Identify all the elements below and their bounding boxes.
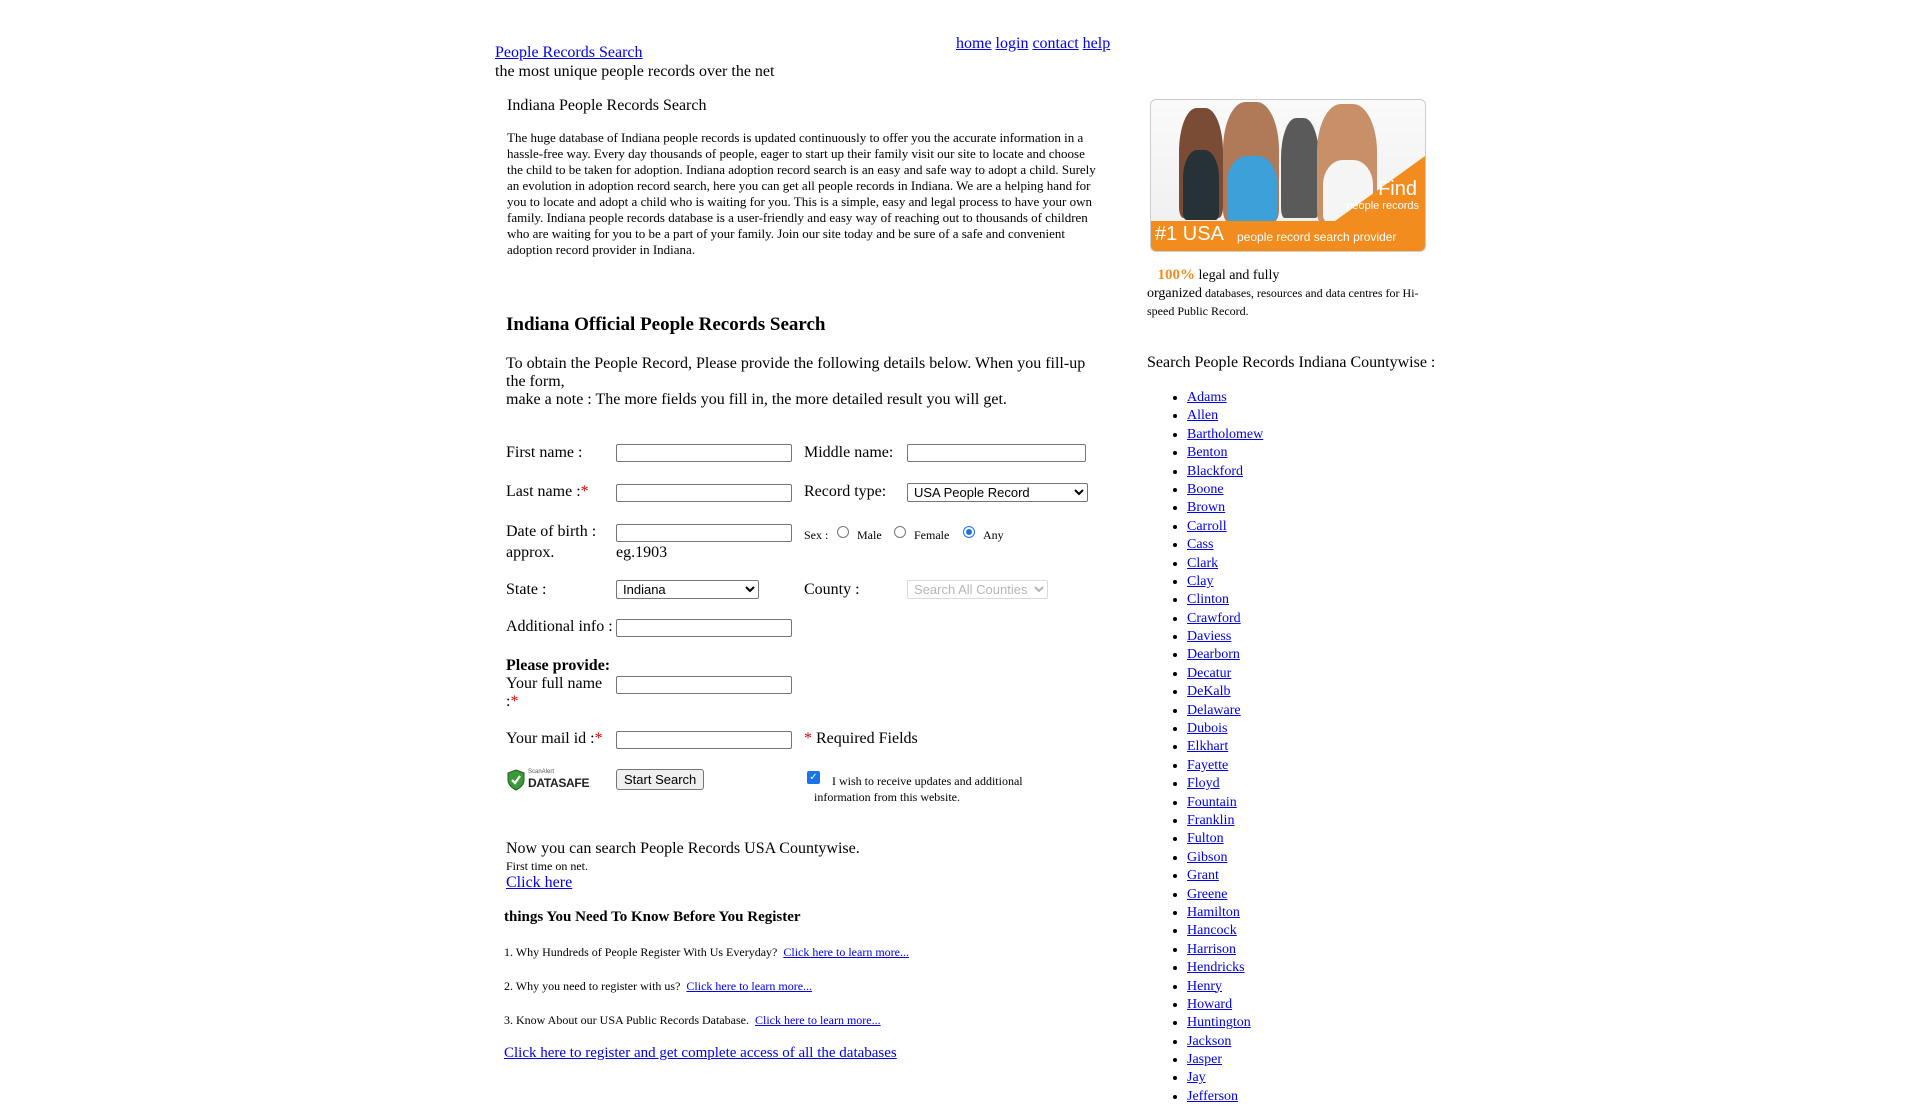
county-item xyxy=(1187,922,1263,940)
county-link-harrison[interactable]: Harrison xyxy=(1187,941,1236,957)
county-list xyxy=(1165,389,1263,1106)
county-link-fountain[interactable]: Fountain xyxy=(1187,794,1237,810)
county-item xyxy=(1187,646,1263,664)
banner-provider-text: people record search provider xyxy=(1237,230,1397,244)
county-link-jefferson[interactable]: Jefferson xyxy=(1187,1088,1239,1104)
banner-person xyxy=(1183,150,1219,220)
first-name-input[interactable] xyxy=(616,444,792,462)
nav-login-link[interactable]: login xyxy=(995,35,1029,52)
countywise-text: Now you can search People Records USA Countywise. xyxy=(506,840,860,857)
state-select[interactable] xyxy=(616,580,759,599)
register-item-1: 1. Why Hundreds of People Register With Us Everyday? Click here to learn more... xyxy=(504,945,909,959)
county-item xyxy=(1187,886,1263,904)
county-link-brown[interactable]: Brown xyxy=(1187,500,1226,516)
nav-home-link[interactable]: home xyxy=(956,35,992,52)
register-item-3: 3. Know About our USA Public Records Database. Click here to learn more... xyxy=(504,1013,881,1027)
county-item xyxy=(1187,536,1263,554)
county-item xyxy=(1187,996,1263,1014)
dob-example-hint: eg.1903 xyxy=(616,544,668,561)
dob-input[interactable] xyxy=(616,524,792,542)
banner-usa-text: #1 USA xyxy=(1155,223,1224,245)
county-item xyxy=(1187,591,1263,609)
banner-people-records-text: people records xyxy=(1346,200,1419,212)
county-link-grant[interactable]: Grant xyxy=(1187,868,1219,884)
required-asterisk: * xyxy=(594,730,603,747)
county-link-dekalb[interactable]: DeKalb xyxy=(1187,684,1231,700)
county-item xyxy=(1187,904,1263,922)
middle-name-label: Middle name: xyxy=(804,444,894,461)
county-item xyxy=(1187,941,1263,959)
county-item xyxy=(1187,555,1263,573)
top-nav xyxy=(956,35,1110,53)
county-link-dearborn[interactable]: Dearborn xyxy=(1187,647,1240,663)
banner-find-text: Find xyxy=(1378,178,1417,200)
county-item xyxy=(1187,738,1263,756)
site-title-link[interactable]: People Records Search xyxy=(495,44,643,61)
county-item xyxy=(1187,389,1263,407)
county-item xyxy=(1187,978,1263,996)
county-link-hamilton[interactable]: Hamilton xyxy=(1187,904,1240,920)
county-item xyxy=(1187,407,1263,425)
first-name-label: First name : xyxy=(506,444,583,461)
state-label: State : xyxy=(506,581,547,598)
learn-more-link-3[interactable]: Click here to learn more... xyxy=(754,1013,881,1027)
county-link-huntington[interactable]: Huntington xyxy=(1187,1015,1251,1031)
last-name-label: Last name :* xyxy=(506,483,589,500)
middle-name-input[interactable] xyxy=(907,444,1086,462)
required-fields-note: * Required Fields xyxy=(804,730,918,747)
county-item xyxy=(1187,830,1263,848)
county-link-hancock[interactable]: Hancock xyxy=(1187,923,1237,939)
county-link-adams[interactable]: Adams xyxy=(1187,390,1227,405)
county-item xyxy=(1187,867,1263,885)
banner-person xyxy=(1227,156,1277,222)
dob-approx-hint: approx. xyxy=(506,544,555,561)
county-link-jackson[interactable]: Jackson xyxy=(1187,1033,1232,1049)
dob-label: Date of birth : xyxy=(506,523,597,540)
learn-more-link-1[interactable]: Click here to learn more... xyxy=(783,945,909,959)
county-link-fayette[interactable]: Fayette xyxy=(1187,757,1229,773)
updates-checkbox[interactable]: ✓ xyxy=(807,771,820,784)
county-link-hendricks[interactable]: Hendricks xyxy=(1187,960,1245,976)
county-link-carroll[interactable]: Carroll xyxy=(1187,518,1227,534)
county-item xyxy=(1187,812,1263,830)
county-item xyxy=(1187,702,1263,720)
shield-check-icon xyxy=(506,769,526,791)
register-item-2: 2. Why you need to register with us? Click here to learn more... xyxy=(504,979,813,993)
county-item xyxy=(1187,573,1263,591)
county-link-fulton[interactable]: Fulton xyxy=(1187,831,1224,847)
record-type-label: Record type: xyxy=(804,483,887,500)
form-heading: Indiana Official People Records Search xyxy=(506,314,826,335)
counties-heading: Search People Records Indiana Countywise : xyxy=(1147,354,1436,371)
county-item xyxy=(1187,463,1263,481)
county-item xyxy=(1187,499,1263,517)
record-type-select[interactable] xyxy=(907,483,1088,502)
county-item xyxy=(1187,720,1263,738)
datasafe-badge[interactable]: ScanAlert DATASAFE xyxy=(506,768,596,792)
county-item xyxy=(1187,518,1263,536)
county-link-gibson[interactable]: Gibson xyxy=(1187,849,1228,865)
sex-label: Sex : xyxy=(804,528,829,542)
county-label: County : xyxy=(804,581,860,598)
county-link-jay[interactable]: Jay xyxy=(1187,1070,1206,1086)
county-item xyxy=(1187,775,1263,793)
promo-banner[interactable] xyxy=(1150,99,1426,252)
nav-contact-link[interactable]: contact xyxy=(1032,35,1079,52)
county-item xyxy=(1187,683,1263,701)
full-name-label: Your full name :* xyxy=(506,675,603,710)
sex-female-label: Female xyxy=(914,528,950,542)
county-link-blackford[interactable]: Blackford xyxy=(1187,463,1243,479)
county-link-elkhart[interactable]: Elkhart xyxy=(1187,739,1229,755)
county-link-delaware[interactable]: Delaware xyxy=(1187,702,1241,718)
intro-body: The huge database of Indiana people records is updated continuously to offer you the accurate information in a hassle-free way. Every day thousands of people, eager to start up their family visit our site to locate and choose the child to be taken for adoption. Indiana adoption record search is an easy and safe way to adopt a child. Surely an evolution in adoption record search, here you can get all people records in Indiana. We are a helping hand for you to locate and adopt a child who is waiting for you. This is a simple, easy and legal process to have your own family. Indiana people records database is a user-friendly and easy way of reaching out to thousands of children who are waiting for you to be a part of your family. Join our site today and be sure of a safe and convenient adoption record provider in Indiana. xyxy=(507,130,1096,257)
county-item xyxy=(1187,426,1263,444)
first-time-text: First time on net. xyxy=(506,859,588,873)
county-item xyxy=(1187,959,1263,977)
sex-male-radio[interactable] xyxy=(837,526,849,538)
county-link-henry[interactable]: Henry xyxy=(1187,978,1222,994)
last-name-input[interactable] xyxy=(616,484,792,502)
additional-info-label: Additional info : xyxy=(506,618,613,635)
county-link-benton[interactable]: Benton xyxy=(1187,445,1228,461)
county-link-franklin[interactable]: Franklin xyxy=(1187,812,1235,828)
required-asterisk: * xyxy=(510,693,519,710)
mail-input[interactable] xyxy=(616,731,792,749)
county-item xyxy=(1187,1014,1263,1032)
county-link-clay[interactable]: Clay xyxy=(1187,573,1214,589)
county-item xyxy=(1187,481,1263,499)
register-heading: things You Need To Know Before You Register xyxy=(504,909,801,925)
intro-title: Indiana People Records Search xyxy=(507,97,707,114)
county-item xyxy=(1187,849,1263,867)
county-link-greene[interactable]: Greene xyxy=(1187,886,1228,902)
county-item xyxy=(1187,444,1263,462)
county-link-decatur[interactable]: Decatur xyxy=(1187,665,1232,681)
county-link-jasper[interactable]: Jasper xyxy=(1187,1052,1222,1068)
countywise-click-here-link[interactable]: Click here xyxy=(506,874,573,891)
nav-help-link[interactable]: help xyxy=(1082,35,1111,52)
county-item xyxy=(1187,1088,1263,1106)
county-link-crawford[interactable]: Crawford xyxy=(1187,610,1241,626)
county-item xyxy=(1187,665,1263,683)
county-link-cass[interactable]: Cass xyxy=(1187,537,1214,553)
county-link-floyd[interactable]: Floyd xyxy=(1187,776,1220,792)
sex-any-radio[interactable] xyxy=(963,526,975,538)
required-asterisk: * xyxy=(580,483,589,500)
learn-more-link-2[interactable]: Click here to learn more... xyxy=(686,979,813,993)
county-link-dubois[interactable]: Dubois xyxy=(1187,721,1228,737)
sex-male-label: Male xyxy=(857,528,882,542)
county-item xyxy=(1187,628,1263,646)
legal-pct: 100% xyxy=(1157,267,1195,283)
legal-note: 100% legal and fully organized databases, resources and data centres for Hi-speed Public Record. xyxy=(1147,267,1419,318)
county-link-bartholomew[interactable]: Bartholomew xyxy=(1187,426,1264,442)
county-link-allen[interactable]: Allen xyxy=(1187,408,1219,424)
county-select[interactable] xyxy=(907,580,1048,599)
county-link-clinton[interactable]: Clinton xyxy=(1187,592,1230,608)
county-item xyxy=(1187,1033,1263,1051)
full-name-input[interactable] xyxy=(616,676,792,694)
please-provide-label: Please provide: xyxy=(506,657,611,674)
form-instructions: To obtain the People Record, Please provide the following details below. When you fill-up the form, make a note : The more fields you fill in, the more detailed result you will get. xyxy=(506,355,1086,408)
county-item xyxy=(1187,757,1263,775)
sex-female-radio[interactable] xyxy=(894,526,906,538)
register-cta-link[interactable]: Click here to register and get complete access of all the databases xyxy=(504,1045,897,1061)
county-item xyxy=(1187,1069,1263,1087)
county-link-clark[interactable]: Clark xyxy=(1187,555,1219,571)
updates-label: I wish to receive updates and additional information from this website. xyxy=(814,774,1023,804)
county-item xyxy=(1187,610,1263,628)
mail-label: Your mail id :* xyxy=(506,730,603,747)
county-item xyxy=(1187,794,1263,812)
start-search-button[interactable]: Start Search xyxy=(616,769,704,790)
county-item xyxy=(1187,1051,1263,1069)
additional-info-input[interactable] xyxy=(616,619,792,637)
sex-any-label: Any xyxy=(983,528,1004,542)
banner-person xyxy=(1281,118,1319,218)
site-tagline: the most unique people records over the net xyxy=(495,63,775,80)
county-link-daviess[interactable]: Daviess xyxy=(1187,629,1232,645)
county-link-boone[interactable]: Boone xyxy=(1187,481,1224,497)
county-link-howard[interactable]: Howard xyxy=(1187,996,1233,1012)
